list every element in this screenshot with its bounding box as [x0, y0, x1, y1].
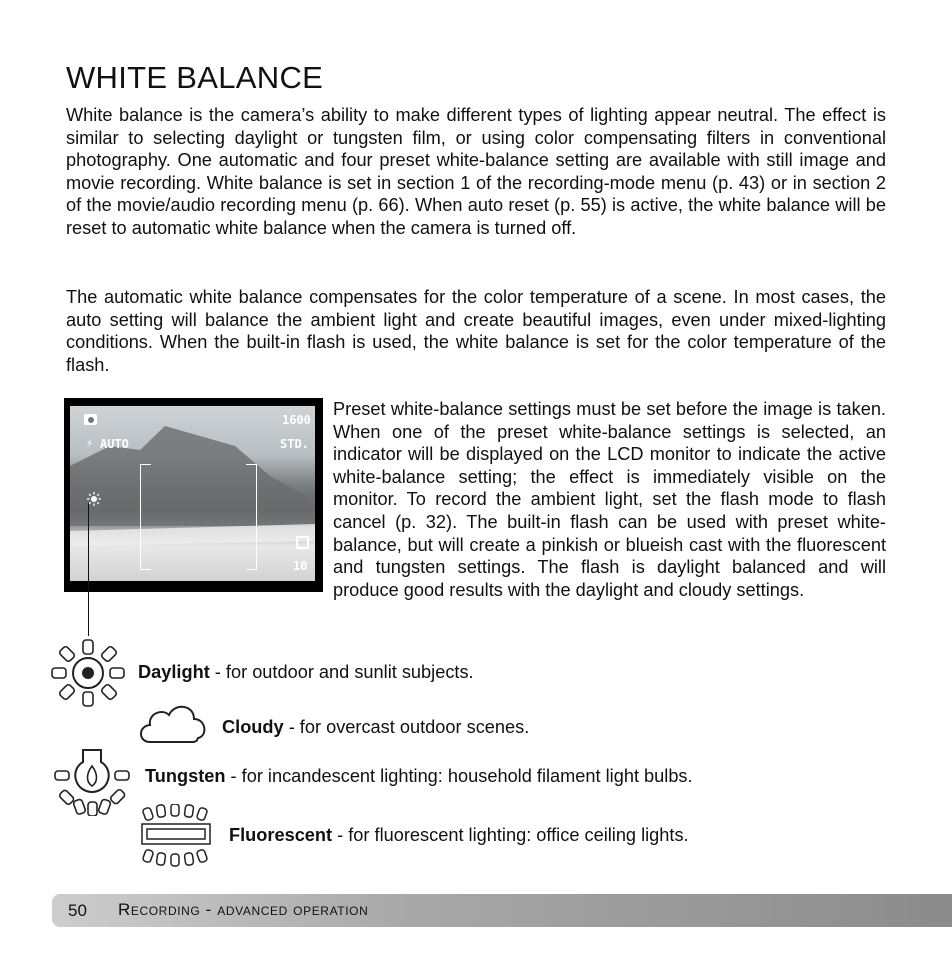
flash-bolt-icon: ⚡	[86, 436, 94, 450]
frames-remaining-label: 10	[293, 559, 308, 573]
preset-wb-paragraph: Preset white-balance settings must be set before the image is taken. When one of the preset white-balance settings is selected, an indicator will be displayed on the LCD monitor to indicate the active white-balance setting; the effect is immediately visible on the monitor. To record the ambient light, set the flash mode to flash cancel (p. 32). The built-in flash can be used with preset white-balance, but will create a pinkish or blueish cast with the fluorescent and tungsten settings. The flash is daylight balanced and will produce good results with the daylight and cloudy settings.	[333, 399, 886, 600]
indicator-leader-line	[88, 503, 89, 636]
focus-frame-right	[246, 464, 257, 570]
focus-frame-left	[140, 464, 151, 570]
lcd-monitor-illustration	[64, 398, 323, 592]
daylight-icon	[50, 638, 126, 708]
wb-name-tungsten: Tungsten	[145, 766, 226, 786]
section-title: Recording - advanced operation	[118, 900, 369, 919]
wb-row-daylight	[138, 662, 474, 683]
wb-row-tungsten	[145, 766, 693, 787]
wb-name-fluorescent: Fluorescent	[229, 825, 333, 845]
page-number: 50	[68, 901, 87, 920]
wb-name-daylight: Daylight	[138, 662, 210, 682]
wb-name-cloudy: Cloudy	[222, 717, 284, 737]
intro-paragraph: White balance is the camera’s ability to make different types of lighting appear neutral. The effect is similar to selecting daylight or tungsten film, or using color compensating filters in conventional photography. One automatic and four preset white-balance setting are available with still image and movie recording. White balance is set in section 1 of the recording-mode menu (p. 43) or in section 2 of the movie/audio recording menu (p. 66). When auto reset (p. 55) is active, the white balance will be reset to automatic white balance when the camera is turned off.	[66, 105, 886, 238]
flash-mode-label: AUTO	[100, 437, 129, 451]
wb-desc-daylight: - for outdoor and sunlit subjects.	[209, 662, 474, 682]
image-size-label: 1600	[282, 413, 311, 427]
cloudy-icon	[136, 700, 210, 746]
card-icon	[296, 536, 309, 549]
wb-row-fluorescent	[229, 825, 689, 846]
lcd-screen	[70, 406, 315, 581]
page-title: WHITE BALANCE	[66, 60, 324, 95]
auto-wb-paragraph: The automatic white balance compensates for the color temperature of a scene. In most cases, the auto setting will balance the ambient light and create beautiful images, even under mixed-lighting conditions. When the built-in flash is used, the white balance is set for the color temperature of the flash.	[66, 287, 886, 375]
wb-desc-tungsten: - for incandescent lighting: household filament light bulbs.	[225, 766, 693, 786]
wb-desc-cloudy: - for overcast outdoor scenes.	[283, 717, 530, 737]
camera-mode-icon	[84, 414, 97, 425]
fluorescent-icon	[138, 804, 214, 868]
wb-indicator-icon	[87, 492, 101, 506]
tungsten-icon	[52, 744, 132, 816]
quality-label: STD.	[280, 437, 309, 451]
wb-row-cloudy	[222, 717, 529, 738]
landscape-scene	[70, 406, 315, 581]
wb-desc-fluorescent: - for fluorescent lighting: office ceiling lights.	[332, 825, 689, 845]
